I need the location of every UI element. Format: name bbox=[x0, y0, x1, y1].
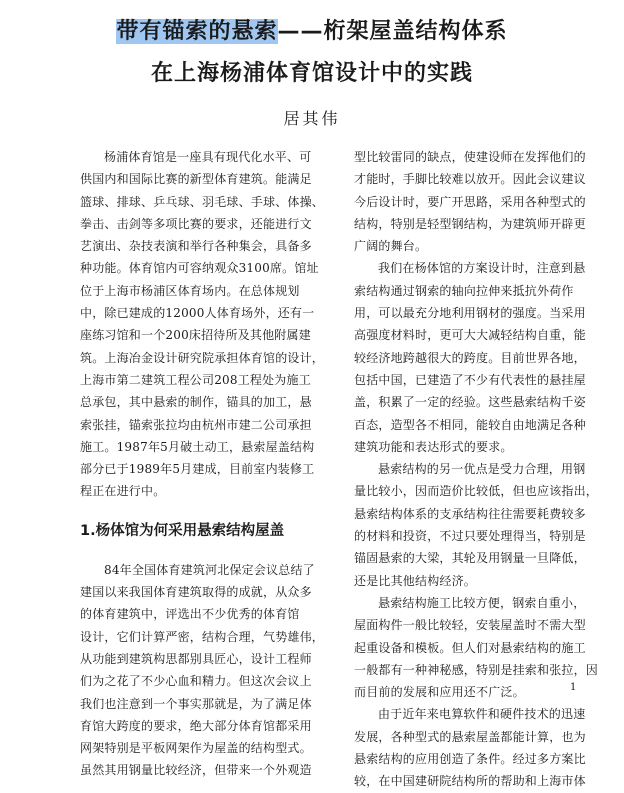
text-line: 上海市第二建筑工程公司208工程处为施工 bbox=[80, 372, 311, 387]
right-body bbox=[354, 146, 608, 793]
title-highlight: 带有锚索的悬索 bbox=[116, 19, 278, 44]
text-line: 位于上海市杨浦区体育场内。在总体规划 bbox=[80, 283, 300, 298]
text-line: 部分已于1989年5月建成，目前室内装修工 bbox=[80, 462, 315, 477]
text-line: 我们在杨体馆的方案设计时，注意到悬 bbox=[378, 261, 586, 276]
left-body-1 bbox=[80, 146, 336, 503]
text-line: 才能时，手脚比较难以放开。因此会议建议 bbox=[354, 172, 586, 187]
text-line: 设计，它们计算严密，结构合理，气势雄伟， bbox=[80, 629, 325, 644]
text-line: 的体育建筑中，评选出不少优秀的体育馆 bbox=[80, 607, 300, 622]
right-column bbox=[354, 146, 608, 793]
text-line: 供国内和国际比赛的新型体育建筑。能满足 bbox=[80, 172, 312, 187]
text-line: 屋面构件一般比较轻，安装屋盖时不需大型 bbox=[354, 618, 586, 633]
text-line: 较经济地跨越很大的跨度。目前世界各地， bbox=[354, 350, 586, 365]
text-line: 百态，造型各不相同，能较自由地满足各种 bbox=[354, 417, 586, 432]
left-column bbox=[80, 146, 336, 782]
text-line: 一般都有一种神秘感，特别是挂索和张拉，因 bbox=[354, 662, 599, 677]
text-line: 盖，积累了一定的经验。这些悬索结构千姿 bbox=[354, 395, 586, 410]
text-line: 种功能。体育馆内可容纳观众3100席。馆址 bbox=[80, 261, 319, 276]
text-line: 们为之花了不少心血和精力。但这次会议上 bbox=[80, 674, 312, 689]
text-line: 拳击、击剑等多项比赛的要求，还能进行文 bbox=[80, 216, 312, 231]
text-line: 较，在中国建研院结构所的帮助和上海市体 bbox=[354, 774, 586, 789]
text-line: 高强度材料时，更可大大减轻结构自重，能 bbox=[354, 328, 586, 343]
text-line: 座练习馆和一个200床招待所及其他附属建 bbox=[80, 328, 311, 343]
text-line: 我们也注意到一个事实那就是，为了满足体 bbox=[80, 696, 312, 711]
text-line: 总承包，其中悬索的制作，锚具的加工，悬 bbox=[80, 395, 312, 410]
text-line: 杨浦体育馆是一座具有现代化水平、可 bbox=[104, 150, 312, 164]
text-line: 还是比其他结构经济。 bbox=[354, 573, 477, 588]
text-line: 网架特别是平板网架作为屋盖的结构型式。 bbox=[80, 741, 312, 756]
page-number: 1 bbox=[570, 682, 577, 693]
text-line: 型比较雷同的缺点，使建设师在发挥他们的 bbox=[354, 150, 586, 164]
text-line: 而目前的发展和应用还不广泛。 bbox=[354, 685, 525, 700]
title-line-2: 在上海杨浦体育馆设计中的实践 bbox=[150, 61, 473, 86]
author-name: 居其伟 bbox=[283, 109, 341, 128]
text-line: 今后设计时，要广开思路，采用各种型式的 bbox=[354, 194, 586, 209]
text-line: 起重设备和模板。但人们对悬索结构的施工 bbox=[354, 640, 586, 655]
text-line: 中，除已建成的12000人体育场外，还有一 bbox=[80, 306, 315, 321]
title-line-1 bbox=[0, 14, 624, 45]
text-line: 锚固悬索的大梁，其轮及用钢量一旦降低， bbox=[354, 551, 586, 566]
text-line: 由于近年来电算软件和硬件技术的迅速 bbox=[378, 707, 586, 722]
text-line: 育馆大跨度的要求，绝大部分体育馆都采用 bbox=[80, 718, 312, 733]
text-line: 虽然其用钢量比较经济，但带来一个外观造 bbox=[80, 763, 312, 778]
text-line: 量比较小，因而造价比较低，但也应该指出， bbox=[354, 484, 599, 499]
text-line: 艺演出、杂技表演和举行各种集会，具备多 bbox=[80, 239, 312, 254]
text-line: 索结构通过钢索的轴向拉伸来抵抗外荷作 bbox=[354, 283, 574, 298]
text-line: 筑。上海冶金设计研究院承担体育馆的设计， bbox=[80, 350, 325, 365]
text-line: 用，可以最充分地利用钢材的强度。当采用 bbox=[354, 306, 586, 321]
text-line: 从功能到建筑构思都别具匠心，设计工程师 bbox=[80, 651, 312, 666]
text-line: 索张挂，锚索张拉均由杭州市建二公司承担 bbox=[80, 417, 312, 432]
text-line: 施工。1987年5月破土动工，悬索屋盖结构 bbox=[80, 439, 315, 454]
text-line: 结构，特别是轻型钢结构，为建筑师开辟更 bbox=[354, 216, 586, 231]
text-line: 建筑功能和表达形式的要求。 bbox=[354, 439, 513, 454]
text-line: 发展，各种型式的悬索屋盖都能计算，也为 bbox=[354, 729, 586, 744]
text-line: 篮球、排球、乒乓球、羽毛球、手球、体操、 bbox=[80, 194, 325, 209]
text-line: 悬索结构的另一优点是受力合理，用钢 bbox=[378, 462, 586, 477]
title-line-1-rest: ——桁架屋盖结构体系 bbox=[277, 19, 508, 44]
text-line: 包括中国，已建造了不少有代表性的悬挂屋 bbox=[354, 372, 586, 387]
text-line: 悬索结构施工比较方便，钢索自重小， bbox=[378, 595, 586, 610]
text-line: 程正在进行中。 bbox=[80, 484, 166, 499]
left-body-2 bbox=[80, 559, 336, 782]
text-line: 广阔的舞台。 bbox=[354, 239, 428, 254]
text-line: 的材料和投资，不过只要处理得当，特别是 bbox=[354, 529, 586, 544]
section-heading: 1.杨体馆为何采用悬索结构屋盖 bbox=[80, 522, 285, 539]
text-line: 84年全国体育建筑河北保定会议总结了 bbox=[104, 562, 315, 577]
text-line: 悬索结构体系的支承结构往往需要耗费较多 bbox=[354, 506, 586, 521]
text-line: 建国以来我国体育建筑取得的成就，从众多 bbox=[80, 585, 312, 600]
text-line: 悬索结构的应用创造了条件。经过多方案比 bbox=[354, 752, 586, 767]
